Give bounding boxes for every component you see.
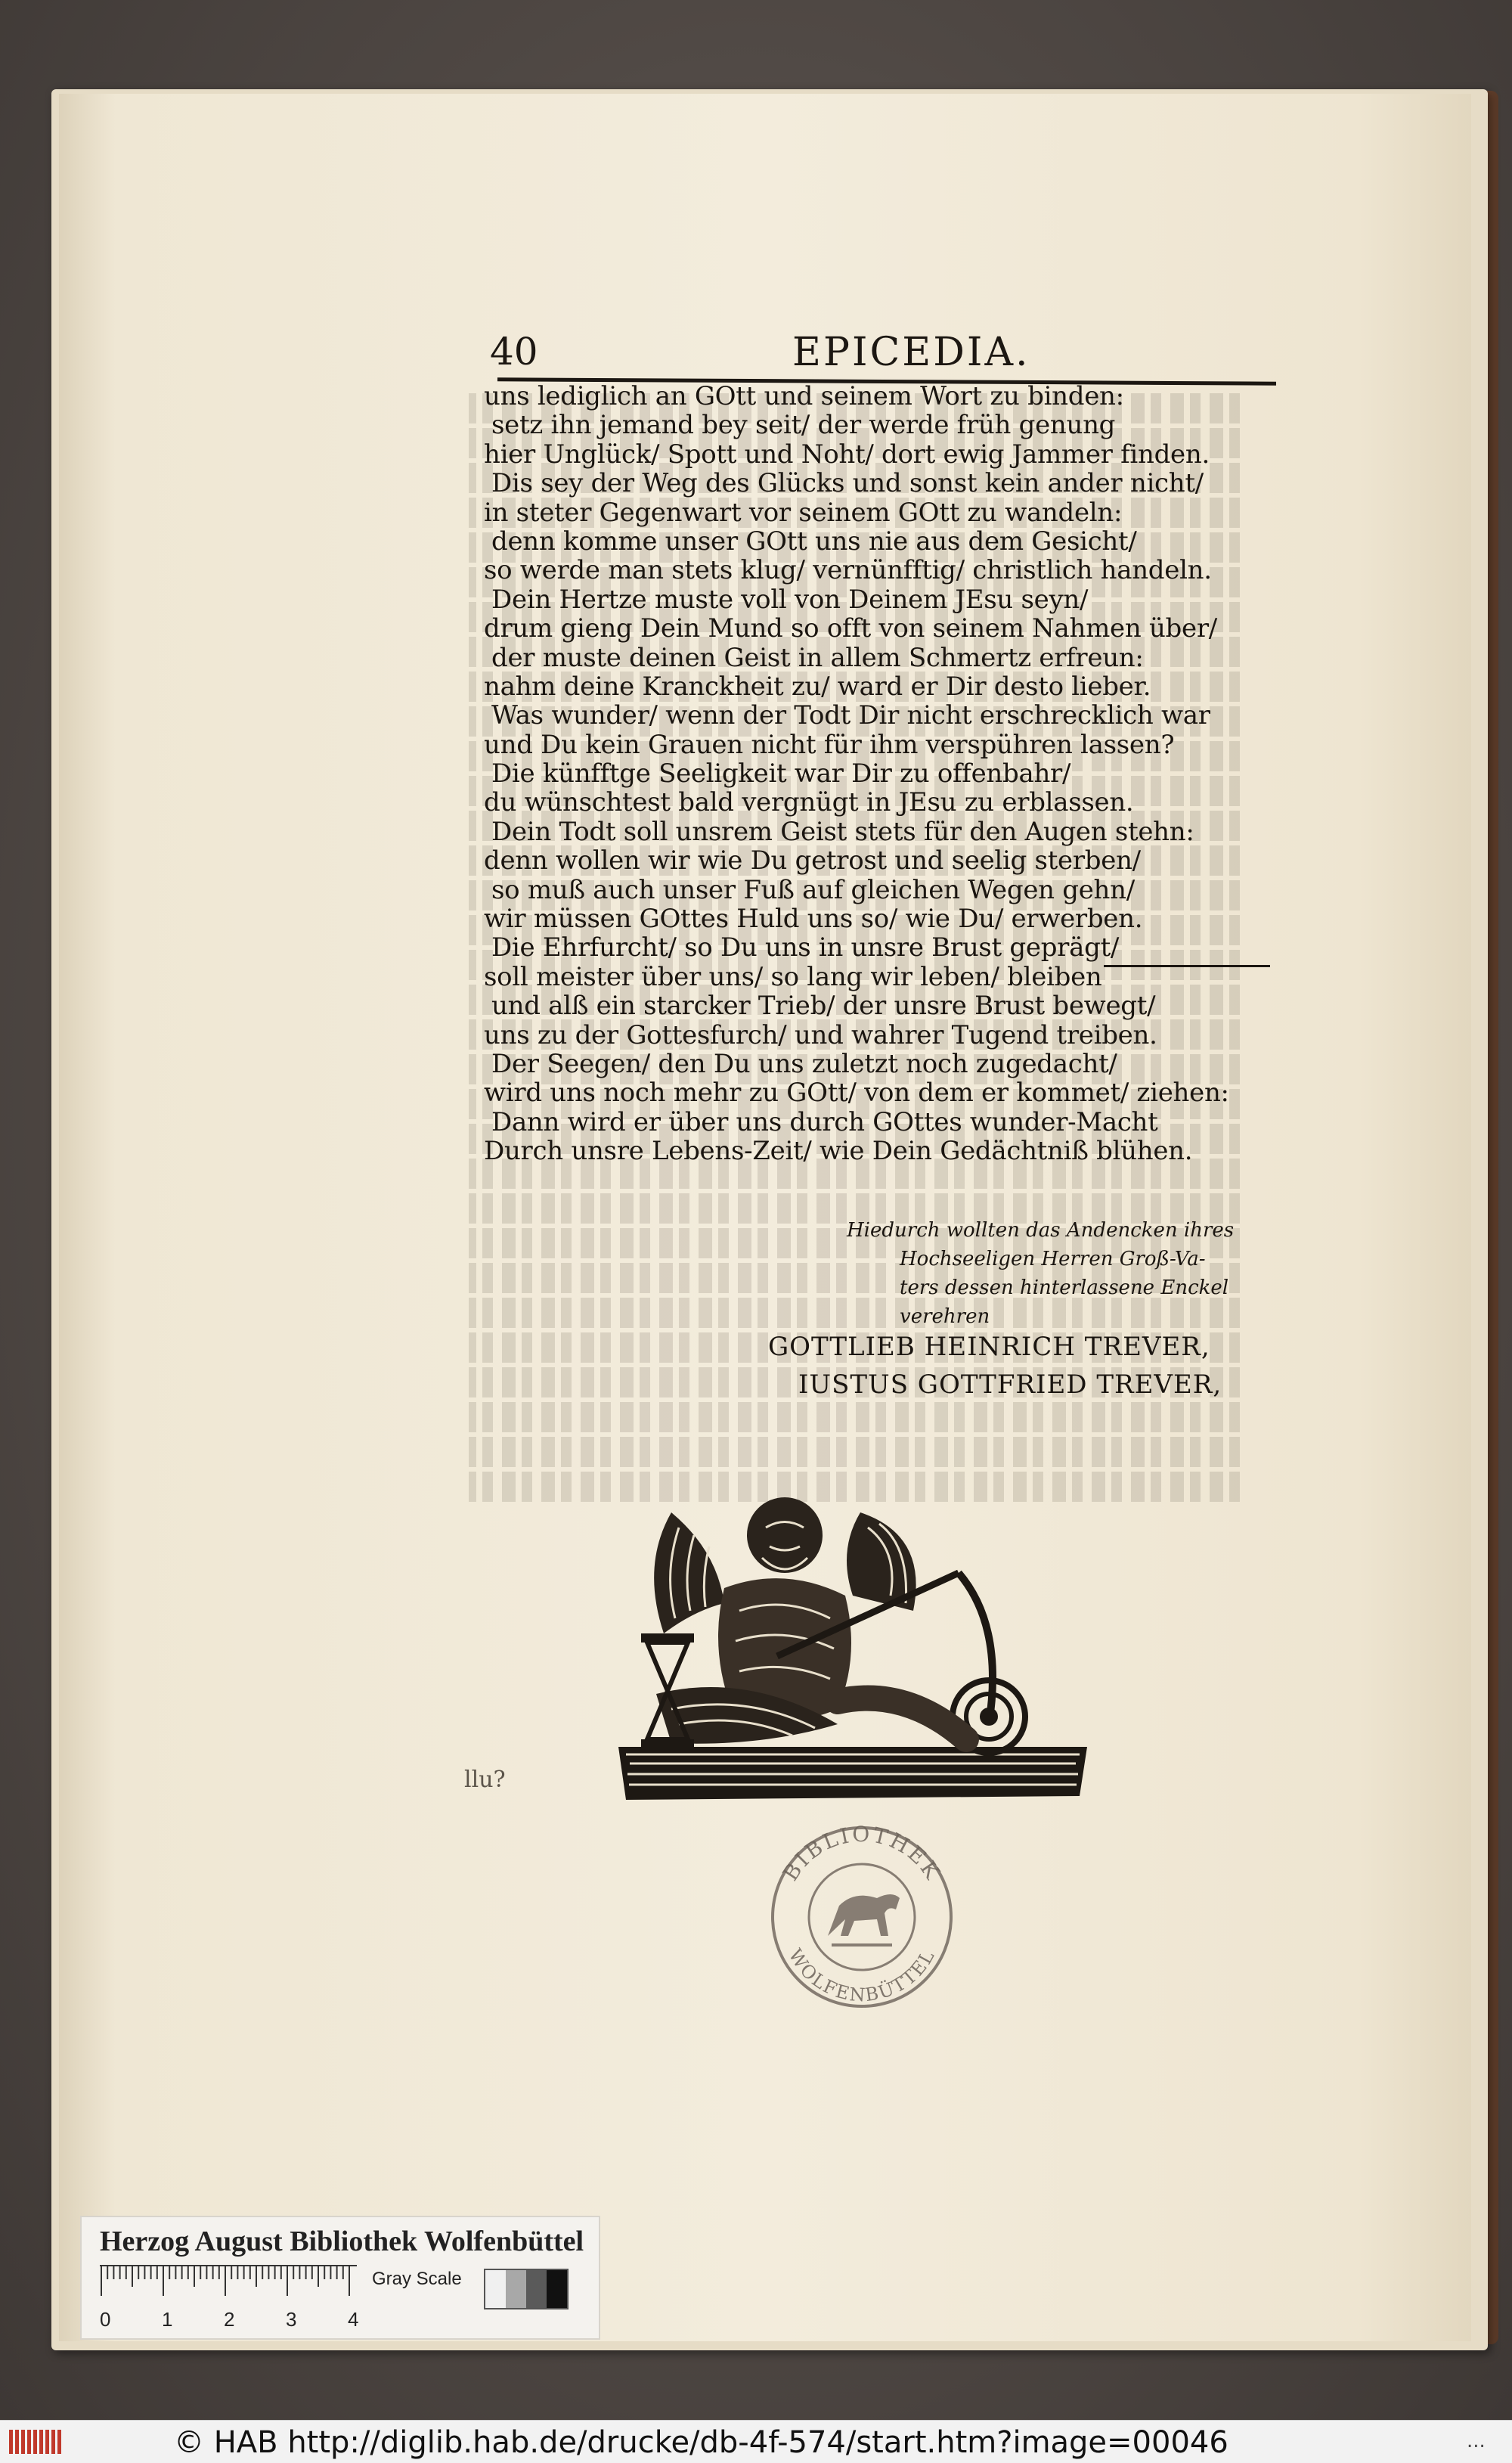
scale-number: 3 [286, 2308, 297, 2331]
more-options-button[interactable]: ... [1467, 2430, 1486, 2452]
citation-link[interactable]: © HAB http://diglib.hab.de/drucke/db-4f-574/start.htm?image=00046 [174, 2425, 1228, 2460]
poem-line: Dein Hertze muste voll von Deinem JEsu seyn/ [491, 584, 1089, 615]
scale-number: 4 [348, 2308, 359, 2331]
section-rule [1104, 965, 1270, 967]
poem-line: Der Seegen/ den Du uns zuletzt noch zugedacht/ [491, 1048, 1117, 1079]
poem-line: du wünschtest bald vergnügt in JEsu zu erblassen. [484, 787, 1134, 818]
gray-swatches [484, 2269, 569, 2309]
poem-line: nahm deine Kranckheit zu/ ward er Dir desto lieber. [484, 671, 1151, 702]
gray-swatch [526, 2270, 547, 2308]
poem-line: wird uns noch mehr zu GOtt/ von dem er kommet/ ziehen: [484, 1078, 1229, 1109]
poem-line: denn komme unser GOtt uns nie aus dem Gesicht/ [491, 526, 1137, 557]
stamp-text-bottom: WOLFENBÜTTEL [784, 1945, 940, 2006]
poem-line: und Du kein Grauen nicht für ihm verspühren lassen? [484, 729, 1175, 760]
dedication-line: Hochseeligen Herren Groß-Va- [900, 1248, 1206, 1270]
scale-number: 1 [162, 2308, 173, 2331]
poem-text [484, 382, 1278, 1166]
poem-line: drum gieng Dein Mund so offt von seinem Nahmen über/ [484, 613, 1217, 644]
gray-swatch [506, 2270, 526, 2308]
scale-number: 2 [224, 2308, 235, 2331]
stamp-text-top: BIBLIOTHEK [777, 1822, 947, 1886]
poem-line: der muste deinen Geist in allem Schmertz erfreun: [491, 642, 1144, 673]
scale-number: 0 [100, 2308, 111, 2331]
library-name: Herzog August Bibliothek Wolfenbüttel [100, 2226, 584, 2257]
poem-line: uns lediglich an GOtt und seinem Wort zu binden: [484, 381, 1124, 411]
father-time-woodcut-illustration [611, 1482, 1095, 1807]
horse-emblem [828, 1894, 900, 1936]
poem-line: Was wunder/ wenn der Todt Dir nicht erschrecklich war [491, 700, 1210, 731]
page-number: 40 [490, 330, 538, 374]
library-stamp [764, 1822, 960, 2012]
poem-line: so werde man stets klug/ vernünfftig/ christlich handeln. [484, 555, 1212, 586]
poem-line: in steter Gegenwart vor seinem GOtt zu wandeln: [484, 497, 1123, 528]
poem-line: Dis sey der Weg des Glücks und sonst kein ander nicht/ [491, 468, 1204, 499]
poem-line: so muß auch unser Fuß auf gleichen Wegen gehn/ [491, 874, 1135, 905]
author-name: GOTTLIEB HEINRICH TREVER, [768, 1332, 1210, 1362]
gray-swatch [485, 2270, 506, 2308]
poem-line: soll meister über uns/ so lang wir leben/ bleiben [484, 961, 1102, 992]
poem-line: Die Ehrfurcht/ so Du uns in unsre Brust geprägt/ [491, 932, 1120, 963]
dedication-line: Hiedurch wollten das Andencken ihres [847, 1219, 1235, 1242]
poem-line: setz ihn jemand bey seit/ der werde früh genung [491, 410, 1116, 441]
poem-line: denn wollen wir wie Du getrost und seelig sterben/ [484, 845, 1141, 876]
author-name: IUSTUS GOTTFRIED TREVER, [798, 1370, 1222, 1400]
poem-line: hier Unglück/ Spott und Noht/ dort ewig Jammer finden. [484, 439, 1210, 470]
scale-numbers [100, 2308, 372, 2334]
poem-line: Dein Todt soll unsrem Geist stets für den Augen stehn: [491, 816, 1194, 847]
running-title: EPICEDIA. [792, 330, 1030, 375]
poem-line: wir müssen GOttes Huld uns so/ wie Du/ erwerben. [484, 904, 1143, 935]
gray-scale-label: Gray Scale [372, 2269, 462, 2289]
dedication-line: verehren [900, 1305, 990, 1328]
author-names [768, 1328, 1282, 1404]
poem-line: Dann wird er über uns durch GOttes wunder-Macht [491, 1106, 1158, 1137]
poem-line: und alß ein starcker Trieb/ der unsre Brust bewegt/ [491, 991, 1156, 1022]
poem-line: Durch unsre Lebens-Zeit/ wie Dein Gedächtniß blühen. [484, 1136, 1193, 1167]
mirrored-catchword: llu? [464, 1767, 506, 1793]
dedication-line: ters dessen hinterlassene Enckel [900, 1276, 1229, 1299]
hab-logo-icon[interactable] [8, 2427, 65, 2457]
svg-text:WOLFENBÜTTEL [784, 1945, 939, 2005]
poem-line: Die künfftge Seeligkeit war Dir zu offenbahr/ [491, 758, 1071, 789]
gray-swatch [547, 2270, 567, 2308]
svg-text:BIBLIOTHEK [778, 1822, 946, 1885]
page-header [490, 325, 1269, 380]
dedication [847, 1216, 1240, 1331]
poem-line: uns zu der Gottesfurch/ und wahrer Tugend treiben. [484, 1019, 1157, 1050]
color-calibration-chart [80, 2216, 600, 2340]
footer-bar [0, 2420, 1512, 2463]
ruler-scale [100, 2264, 417, 2306]
